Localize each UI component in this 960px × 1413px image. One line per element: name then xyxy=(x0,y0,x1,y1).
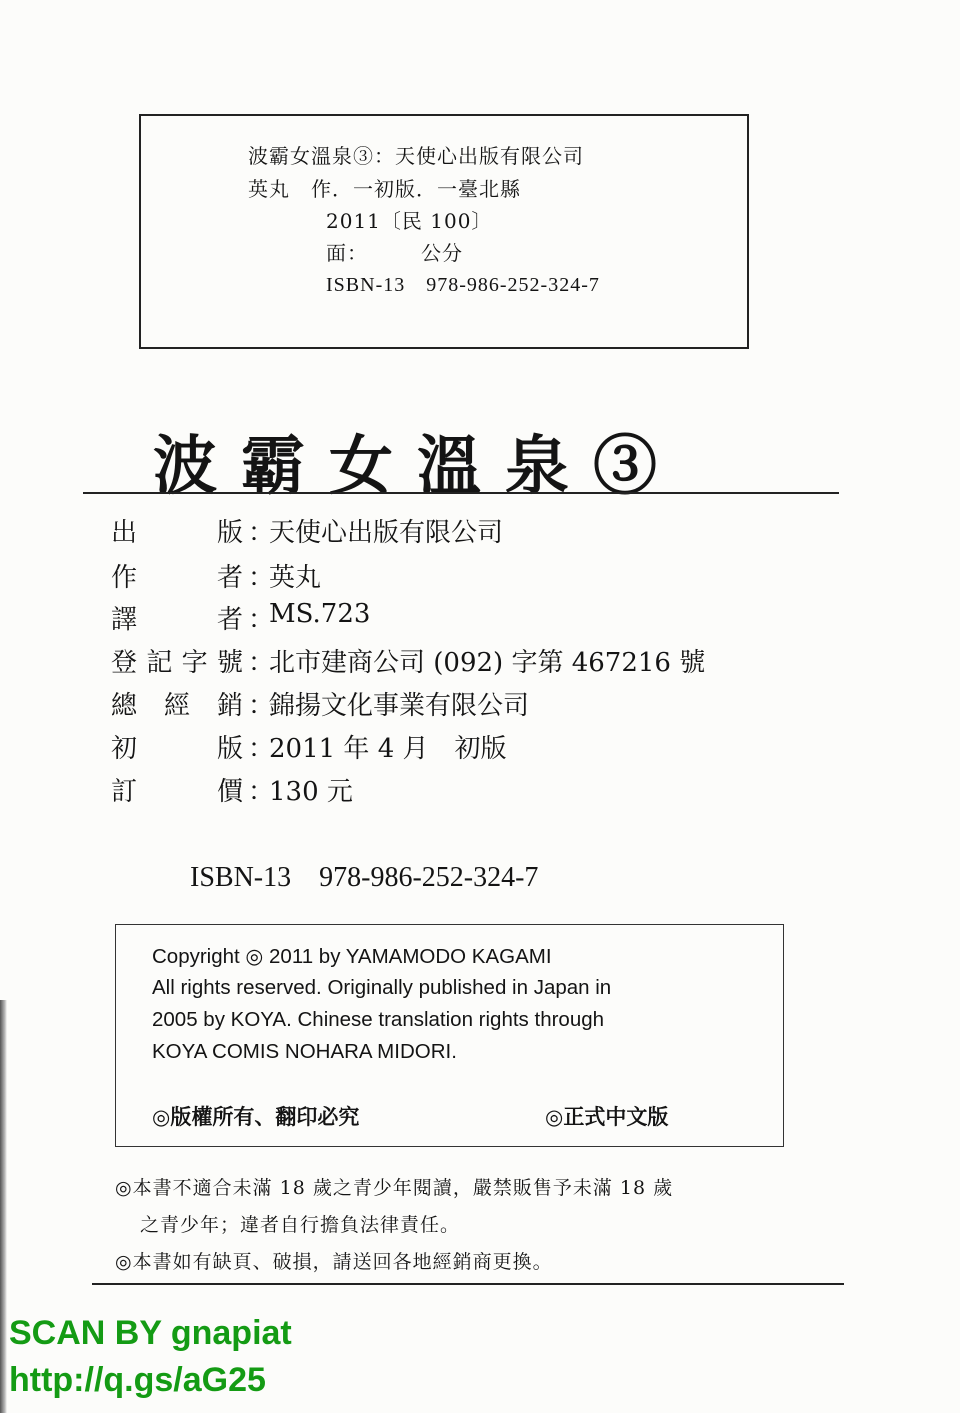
copyright-line: All rights reserved. Originally published in Japan in xyxy=(152,976,612,999)
rights-reserved-mark: ◎版權所有、翻印必究 xyxy=(152,1105,360,1129)
scan-credit: SCAN BY gnapiat xyxy=(9,1314,292,1352)
colophon-label-char: 字 xyxy=(181,648,208,678)
copyright-line: Copyright ◎ 2011 by YAMAMODO KAGAMI xyxy=(152,945,552,968)
colophon-label-char: 價 xyxy=(216,777,243,807)
colophon-label-char: 銷 xyxy=(216,691,243,721)
book-title: 波霸女溫泉③ xyxy=(153,429,681,504)
colophon-label-char: 者 xyxy=(216,563,243,593)
bottom-divider xyxy=(92,1283,844,1285)
colophon-colon: ： xyxy=(248,518,275,548)
colophon-colon: ： xyxy=(248,777,275,807)
scan-edge-shadow xyxy=(0,1000,7,1413)
cip-line-title: 波霸女溫泉③：天使心出版有限公司 xyxy=(248,144,584,168)
colophon-label-char: 譯 xyxy=(111,605,138,635)
colophon-label-char: 總 xyxy=(111,691,138,721)
cip-line-isbn: ISBN-13 978-986-252-324-7 xyxy=(326,274,600,296)
colophon-label-char: 登 xyxy=(111,648,138,678)
colophon-value: 天使心出版有限公司 xyxy=(269,518,504,548)
colophon-label-char: 版 xyxy=(216,734,243,764)
colophon-value: 130 元 xyxy=(269,777,353,807)
cip-line-size: 面： 公分 xyxy=(326,241,463,265)
colophon-label-char: 初 xyxy=(111,734,138,764)
colophon-colon: ： xyxy=(248,563,275,593)
official-edition-mark: ◎正式中文版 xyxy=(545,1105,669,1129)
copyright-line: KOYA COMIS NOHARA MIDORI. xyxy=(152,1040,457,1063)
cip-line-year: 2011〔民 100〕 xyxy=(326,209,493,233)
colophon-label xyxy=(111,512,243,548)
defect-note: ◎本書如有缺頁、破損，請送回各地經銷商更換。 xyxy=(115,1251,553,1273)
colophon-value: 2011 年 4 月 初版 xyxy=(269,734,507,764)
title-divider xyxy=(83,492,839,494)
colophon-value: 北市建商公司 (092) 字第 467216 號 xyxy=(269,648,706,678)
colophon-label xyxy=(111,599,243,635)
colophon-label-char: 經 xyxy=(163,691,190,721)
colophon-colon: ： xyxy=(248,691,275,721)
colophon-value: MS.723 xyxy=(269,599,371,629)
colophon-label-char: 版 xyxy=(216,518,243,548)
colophon-label xyxy=(111,557,243,593)
colophon-colon: ： xyxy=(248,734,275,764)
colophon-label-char: 出 xyxy=(111,518,138,548)
colophon-colon: ： xyxy=(248,648,275,678)
colophon-label-char: 記 xyxy=(146,648,173,678)
cip-line-author: 英丸 作．一初版．一臺北縣 xyxy=(248,177,521,201)
colophon-label-char: 號 xyxy=(216,648,243,678)
colophon-label xyxy=(111,685,243,721)
colophon-value: 英丸 xyxy=(269,563,322,593)
isbn: ISBN-13 978-986-252-324-7 xyxy=(190,862,539,893)
age-warning-note-cont: 之青少年；違者自行擔負法律責任。 xyxy=(140,1214,461,1236)
colophon-label-char: 作 xyxy=(111,563,138,593)
age-warning-note: ◎本書不適合未滿 18 歲之青少年閱讀，嚴禁販售予未滿 18 歲 xyxy=(115,1177,674,1199)
scan-url[interactable]: http://q.gs/aG25 xyxy=(9,1361,266,1399)
copyright-line: 2005 by KOYA. Chinese translation rights through xyxy=(152,1008,605,1031)
colophon-label-char: 者 xyxy=(216,605,243,635)
colophon-label xyxy=(111,771,243,807)
colophon-label xyxy=(111,728,243,764)
colophon-value: 錦揚文化事業有限公司 xyxy=(269,691,530,721)
colophon-colon: ： xyxy=(248,605,275,635)
colophon-label-char: 訂 xyxy=(111,777,138,807)
colophon-label xyxy=(111,642,243,678)
